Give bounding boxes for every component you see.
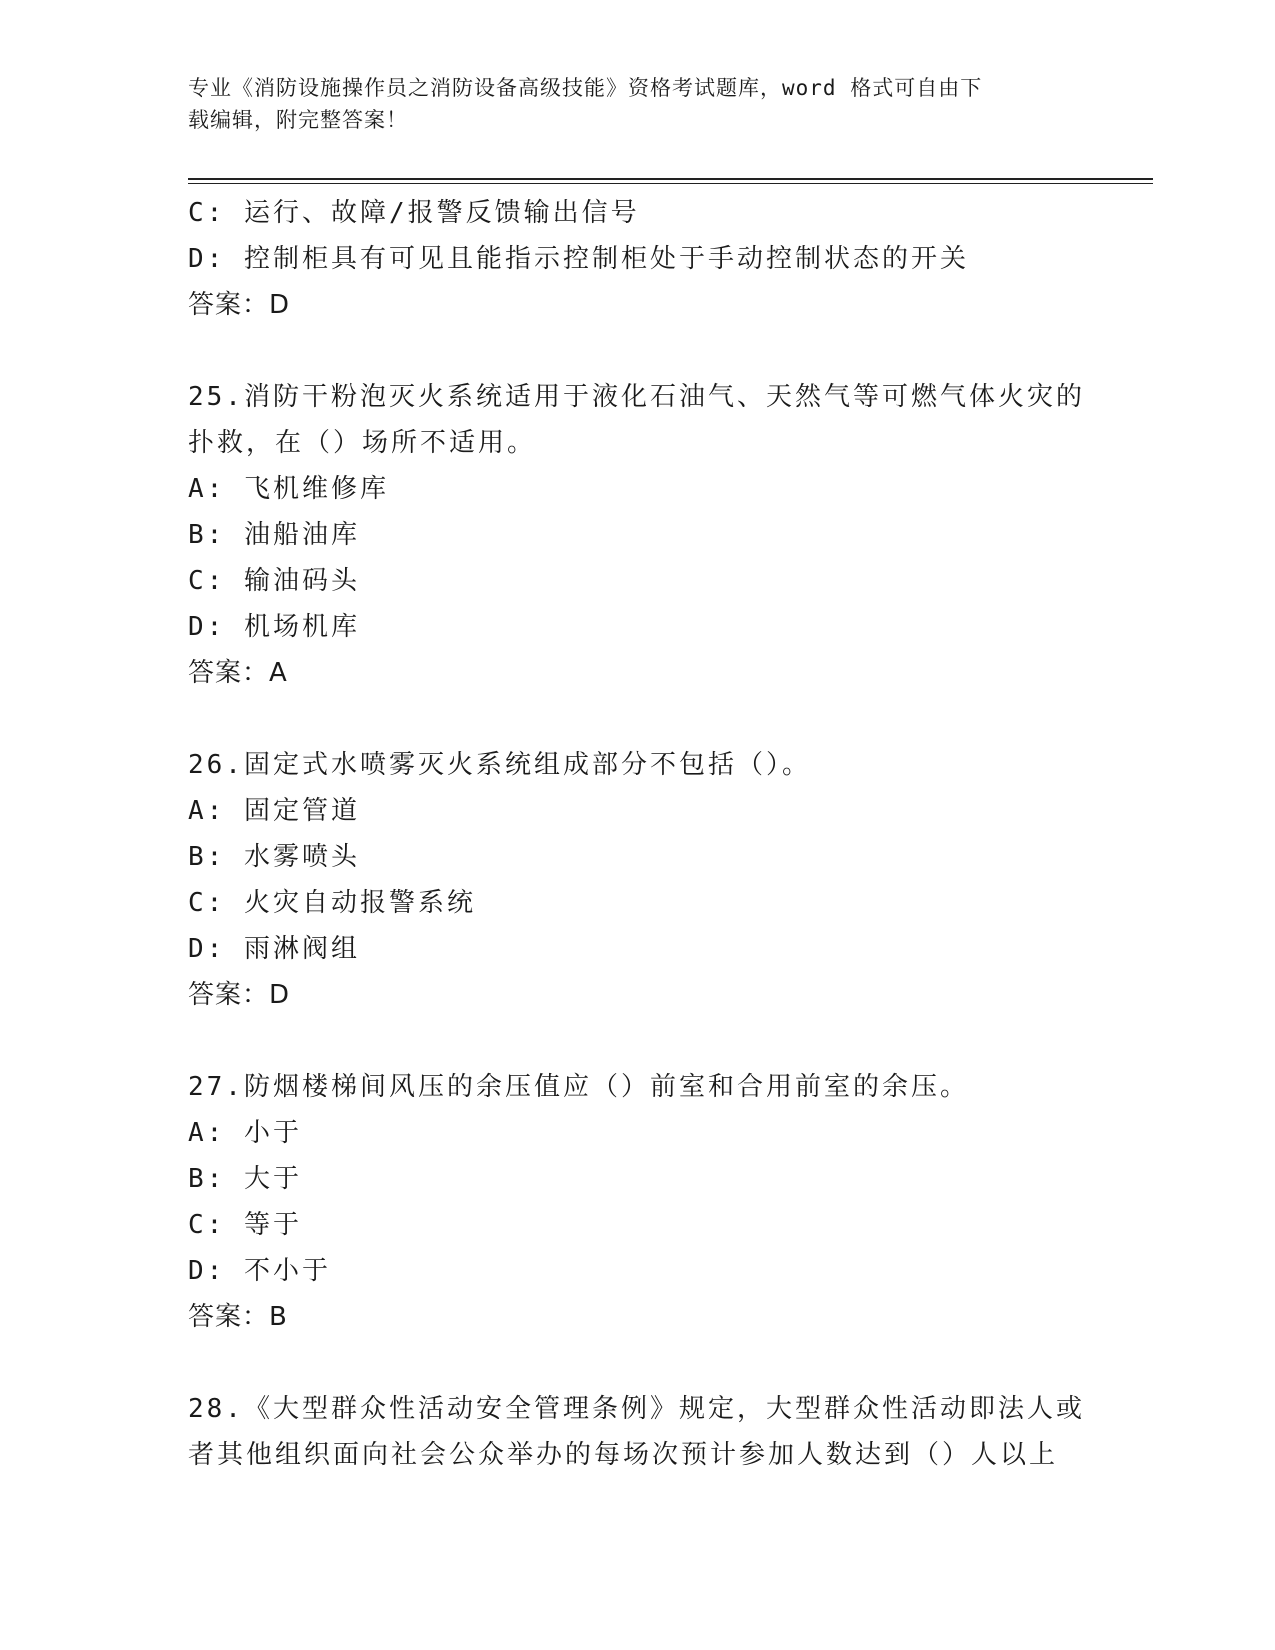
question-26 — [188, 742, 1088, 1018]
answer: 答案：A — [188, 658, 288, 688]
option-c: C: 运行、故障/报警反馈输出信号 — [188, 198, 640, 228]
previous-question-tail — [188, 190, 1088, 328]
question-list — [188, 190, 1088, 1478]
answer: 答案：D — [188, 290, 291, 320]
question-27 — [188, 1064, 1088, 1340]
option-a: A: 小于 — [188, 1118, 302, 1148]
question-text: 28.《大型群众性活动安全管理条例》规定，大型群众性活动即法人或 — [188, 1394, 1085, 1424]
question-text: 者其他组织面向社会公众举办的每场次预计参加人数达到（）人以上 — [188, 1440, 1059, 1470]
question-text: 26.固定式水喷雾灭火系统组成部分不包括（）。 — [188, 750, 811, 780]
document-header — [188, 72, 1068, 136]
option-b: B: 水雾喷头 — [188, 842, 360, 872]
header-rule-thin — [188, 183, 1153, 184]
option-b: B: 油船油库 — [188, 520, 360, 550]
option-c: C: 输油码头 — [188, 566, 360, 596]
option-d: D: 机场机库 — [188, 612, 360, 642]
question-text: 扑救，在（）场所不适用。 — [188, 428, 537, 458]
question-25 — [188, 374, 1088, 696]
header-line-2: 载编辑，附完整答案！ — [188, 108, 408, 132]
answer: 答案：B — [188, 1302, 288, 1332]
option-d: D: 控制柜具有可见且能指示控制柜处于手动控制状态的开关 — [188, 244, 969, 274]
option-d: D: 不小于 — [188, 1256, 331, 1286]
option-d: D: 雨淋阀组 — [188, 934, 360, 964]
header-rule-thick — [188, 178, 1153, 180]
option-c: C: 火灾自动报警系统 — [188, 888, 476, 918]
option-a: A: 飞机维修库 — [188, 474, 389, 504]
question-text: 27.防烟楼梯间风压的余压值应（）前室和合用前室的余压。 — [188, 1072, 969, 1102]
option-c: C: 等于 — [188, 1210, 302, 1240]
option-a: A: 固定管道 — [188, 796, 360, 826]
option-b: B: 大于 — [188, 1164, 302, 1194]
question-text: 25.消防干粉泡灭火系统适用于液化石油气、天然气等可燃气体火灾的 — [188, 382, 1085, 412]
header-line-1: 专业《消防设施操作员之消防设备高级技能》资格考试题库，word 格式可自由下 — [188, 76, 983, 100]
answer: 答案：D — [188, 980, 291, 1010]
question-28 — [188, 1386, 1088, 1478]
